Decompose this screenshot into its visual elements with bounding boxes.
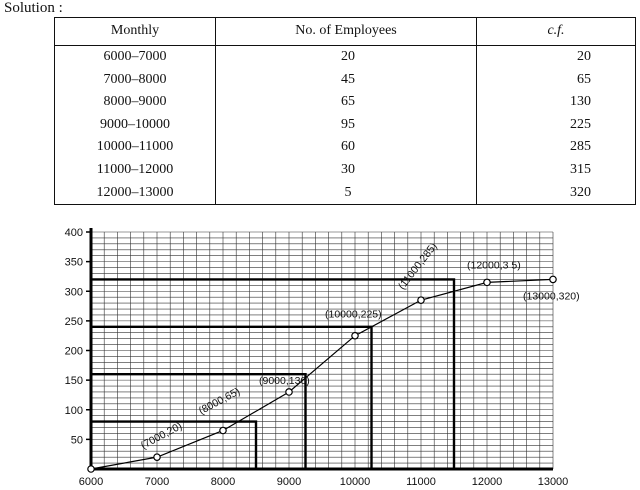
data-point (88, 466, 94, 472)
y-tick-label: 400 (64, 227, 83, 239)
solution-heading: Solution : (4, 0, 63, 16)
column-header-cf: c.f. (477, 18, 636, 46)
y-tick-label: 250 (64, 315, 83, 328)
cell-employees: 45 (216, 69, 477, 92)
cell-monthly: 6000–7000 (103, 49, 167, 64)
x-tick-label: 10000 (339, 476, 371, 488)
y-tick-label: 200 (64, 345, 83, 358)
y-tick-label: 100 (64, 404, 83, 417)
cell-cf: 20 (477, 46, 636, 69)
table-row (55, 91, 636, 114)
cell-monthly: 10000–11000 (96, 139, 174, 155)
x-tick-label: 11000 (406, 476, 436, 488)
cell-monthly: 11000–12000 (96, 161, 174, 177)
x-tick-label: 7000 (144, 476, 170, 488)
cell-monthly: 9000–10000 (100, 116, 170, 132)
x-tick-label: 12000 (471, 476, 503, 488)
y-tick-label: 300 (64, 286, 83, 299)
y-tick-label: 50 (70, 434, 83, 447)
cell-employees: 30 (216, 159, 477, 182)
column-header-employees: No. of Employees (216, 18, 477, 46)
cell-employees: 95 (216, 114, 477, 137)
cell-monthly: 8000–9000 (103, 94, 167, 110)
cell-monthly: 7000–8000 (103, 71, 167, 87)
x-tick-label: 8000 (210, 476, 236, 488)
y-tick-label: 150 (64, 375, 83, 388)
x-tick-label: 6000 (78, 476, 104, 488)
table-header-row (55, 18, 636, 46)
data-point (220, 427, 226, 433)
data-point-label: (8000,65) (196, 385, 243, 418)
data-point-label: (13000,320) (523, 290, 580, 303)
table-row (55, 182, 636, 205)
table-row (55, 136, 636, 159)
data-point (352, 332, 358, 338)
cell-cf: 315 (477, 159, 636, 182)
data-point (484, 279, 490, 285)
data-point (550, 276, 556, 282)
cell-monthly: 12000–13000 (96, 184, 174, 200)
table-row (55, 69, 636, 92)
x-tick-label: 9000 (276, 476, 302, 488)
data-point-label: (10000,225) (325, 308, 382, 321)
table-row (55, 46, 636, 69)
cell-employees: 20 (216, 46, 477, 69)
data-point-label: (7000,20) (138, 420, 185, 452)
table-row (55, 114, 636, 137)
table-row (55, 159, 636, 182)
x-tick-label: 13000 (537, 476, 569, 488)
data-point-label: (12000,3 5) (467, 259, 521, 272)
cell-cf: 65 (477, 69, 636, 92)
cell-employees: 60 (216, 136, 477, 159)
cell-cf: 320 (477, 182, 636, 205)
y-tick-label: 350 (64, 256, 83, 269)
cell-employees: 5 (216, 182, 477, 205)
data-point (286, 389, 292, 395)
cell-cf: 225 (477, 114, 636, 137)
data-point-label: (11000,285) (395, 240, 440, 292)
data-point (418, 297, 424, 303)
cell-cf: 285 (477, 136, 636, 159)
frequency-table (54, 17, 636, 205)
column-header-monthly: Monthly (55, 18, 216, 46)
cell-cf: 130 (477, 91, 636, 114)
data-point-label: (9000,130) (259, 374, 310, 387)
data-point (154, 454, 160, 460)
cell-employees: 65 (216, 91, 477, 114)
ogive-chart (0, 218, 640, 490)
